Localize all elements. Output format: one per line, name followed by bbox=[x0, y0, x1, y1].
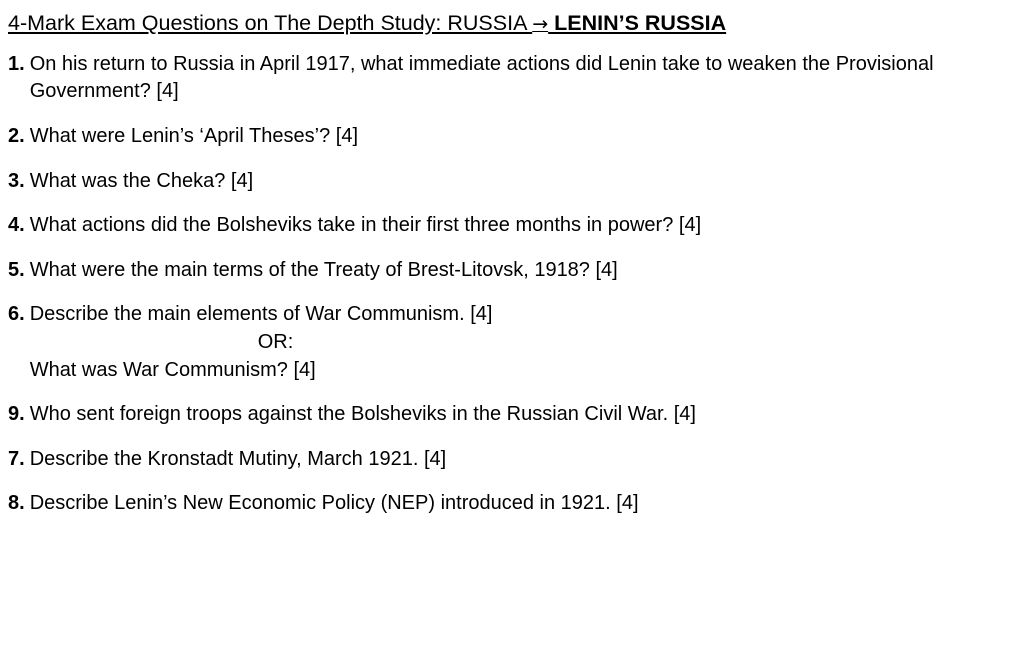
question-body bbox=[30, 301, 1013, 384]
question-body bbox=[30, 446, 1013, 474]
question-item bbox=[8, 212, 1013, 240]
question-item bbox=[8, 51, 1013, 106]
question-text: Describe Lenin’s New Economic Policy (NEP) introduced in 1921. [4] bbox=[29, 492, 639, 515]
question-item bbox=[8, 490, 1013, 518]
page-title bbox=[8, 10, 1013, 37]
page-title-plain: 4-Mark Exam Questions on The Depth Study: RUSSIA bbox=[8, 11, 533, 35]
question-text: What were the main terms of the Treaty of Brest-Litovsk, 1918? [4] bbox=[29, 258, 618, 281]
question-item bbox=[8, 301, 1013, 384]
question-number: 2. bbox=[8, 125, 25, 148]
question-body bbox=[30, 401, 1013, 429]
question-number: 3. bbox=[8, 169, 25, 192]
question-alt-text: What was War Communism? [4] bbox=[29, 358, 316, 381]
question-body bbox=[30, 51, 1005, 106]
question-body bbox=[30, 168, 1013, 196]
question-number: 9. bbox=[8, 403, 25, 426]
question-item bbox=[8, 168, 1013, 196]
question-body bbox=[30, 212, 1013, 240]
page-title-strong: LENIN’S RUSSIA bbox=[548, 11, 727, 35]
right-arrow-icon: → bbox=[532, 13, 549, 35]
question-item bbox=[8, 257, 1013, 285]
question-item bbox=[8, 446, 1013, 474]
question-number: 4. bbox=[8, 214, 25, 237]
question-number: 6. bbox=[8, 303, 25, 326]
question-item bbox=[8, 123, 1013, 151]
question-text: Describe the Kronstadt Mutiny, March 1921. [4] bbox=[29, 447, 447, 470]
question-text: Who sent foreign troops against the Bolsheviks in the Russian Civil War. [4] bbox=[29, 403, 696, 426]
question-number: 5. bbox=[8, 258, 25, 281]
question-text: On his return to Russia in April 1917, what immediate actions did Lenin take to weaken the Provisional Government? [4] bbox=[29, 52, 934, 103]
question-text: Describe the main elements of War Communism. [4] bbox=[29, 303, 493, 326]
question-body bbox=[30, 490, 1013, 518]
question-body bbox=[30, 123, 1013, 151]
question-item bbox=[8, 401, 1013, 429]
question-number: 1. bbox=[8, 52, 25, 75]
question-number: 8. bbox=[8, 492, 25, 515]
question-body bbox=[30, 257, 1013, 285]
question-text: What were Lenin’s ‘April Theses’? [4] bbox=[29, 125, 358, 148]
question-number: 7. bbox=[8, 447, 25, 470]
question-or-label: OR: bbox=[257, 331, 294, 354]
question-text: What was the Cheka? [4] bbox=[29, 169, 254, 192]
question-text: What actions did the Bolsheviks take in their first three months in power? [4] bbox=[29, 214, 702, 237]
